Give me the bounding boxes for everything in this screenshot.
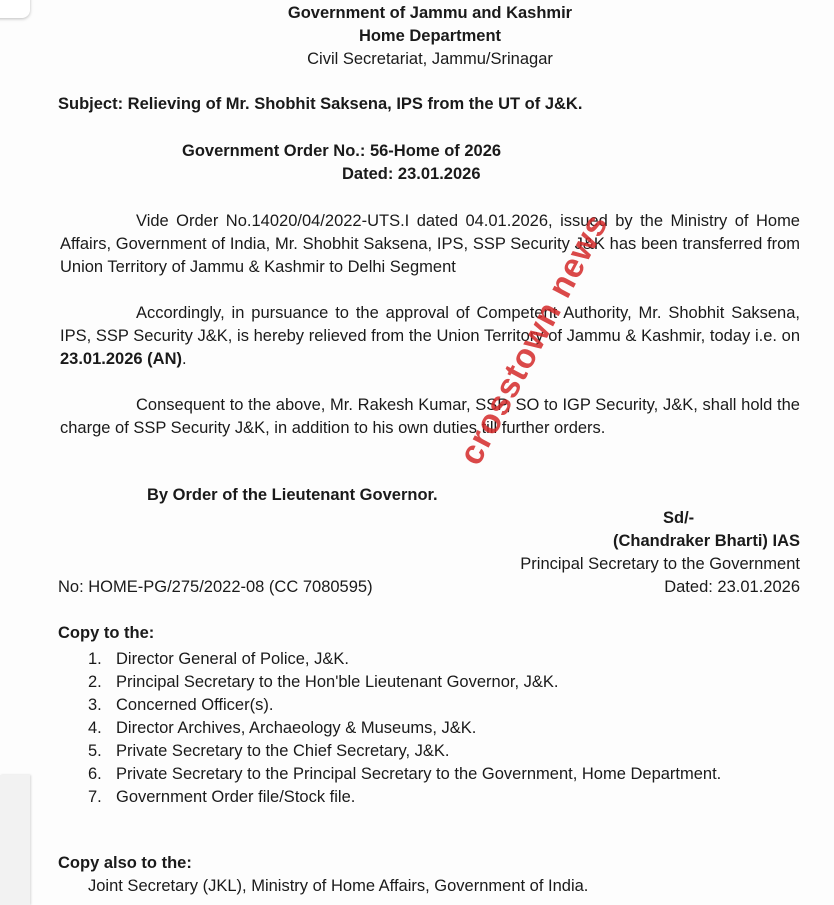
list-number: 6. [88,765,102,783]
header-address: Civil Secretariat, Jammu/Srinagar [307,50,553,68]
list-text: Private Secretary to the Chief Secretary, J&K. [116,742,450,760]
list-number: 1. [88,650,102,668]
left-edge-artifact [0,775,30,905]
reference-number: No: HOME-PG/275/2022-08 (CC 7080595) [58,578,373,596]
list-text: Concerned Officer(s). [116,696,274,714]
subject-line: Subject: Relieving of Mr. Shobhit Saksena, IPS from the UT of J&K. [58,95,583,113]
signatory-designation: Principal Secretary to the Government [520,555,800,573]
list-text: Private Secretary to the Principal Secretary to the Government, Home Department. [116,765,722,783]
order-number: Government Order No.: 56-Home of 2026 [182,142,502,160]
list-item [88,648,736,671]
list-number: 4. [88,719,102,737]
list-text: Government Order file/Stock file. [116,788,356,806]
list-number: 3. [88,696,102,714]
reference-date: Dated: 23.01.2026 [664,578,800,596]
list-item [88,694,736,717]
header-department: Home Department [358,27,502,45]
list-number: 7. [88,788,102,806]
copy-also-text: Joint Secretary (JKL), Ministry of Home Affairs, Government of India. [88,877,589,895]
paragraph-3 [60,394,800,440]
by-order-line: By Order of the Lieutenant Governor. [147,486,438,504]
copy-to-heading: Copy to the: [58,624,155,642]
header-government: Government of Jammu and Kashmir [287,4,573,22]
paragraph-1 [60,210,800,279]
list-text: Director General of Police, J&K. [116,650,349,668]
list-item [88,740,736,763]
relieving-date: 23.01.2026 (AN) [60,350,182,368]
paragraph-2-text: Accordingly, in pursuance to the approval of Competent Authority, Mr. Shobhit Saksena, IPS, SSP Security J&K, is hereby relieved from the Union Territory of Jammu & Kashmir, today i.e. on [60,304,800,345]
list-item [88,717,736,740]
copy-to-list [88,648,736,809]
order-date: Dated: 23.01.2026 [342,165,481,183]
signatory-name: (Chandraker Bharti) IAS [612,532,800,550]
signature-sd: Sd/- [663,509,695,527]
paragraph-1-text: Vide Order No.14020/04/2022-UTS.I dated 04.01.2026, issued by the Ministry of Home Affairs, Government of India, Mr. Shobhit Saksena, IPS, SSP Security J&K has been transferred from Union Territory of Jammu & Kashmir to Delhi Segment [60,212,800,276]
list-text: Director Archives, Archaeology & Museums, J&K. [116,719,477,737]
paragraph-3-text: Consequent to the above, Mr. Rakesh Kumar, SSP, SO to IGP Security, J&K, shall hold the charge of SSP Security J&K, in addition to his own duties till further orders. [60,396,800,437]
list-number: 5. [88,742,102,760]
copy-also-heading: Copy also to the: [58,854,192,872]
paragraph-2 [60,302,800,371]
list-item [88,786,736,809]
list-text: Principal Secretary to the Hon'ble Lieutenant Governor, J&K. [116,673,559,691]
list-number: 2. [88,673,102,691]
list-item [88,763,736,786]
watermark: crosstown news [451,207,616,472]
list-item [88,671,736,694]
paragraph-2-end: . [182,350,187,368]
